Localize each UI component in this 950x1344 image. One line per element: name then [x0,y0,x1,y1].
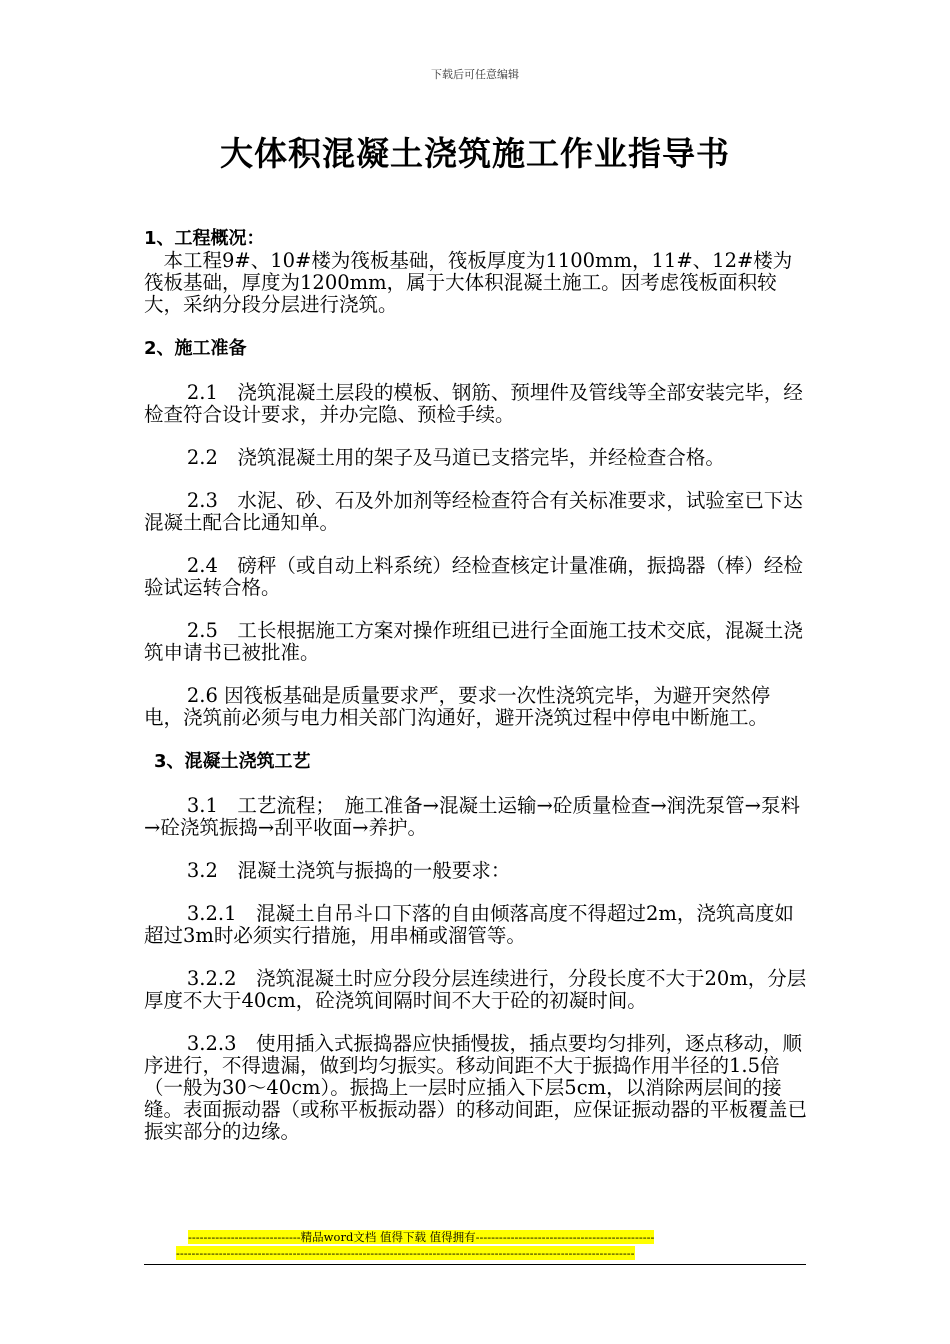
section-3-item: 3.2.2 浇筑混凝土时应分段分层连续进行，分段长度不大于20m，分层厚度不大于40cm，砼浇筑间隔时间不大于砼的初凝时间。 [144,967,807,1012]
section-3-item: 3.2 混凝土浇筑与振捣的一般要求： [186,859,511,882]
section-3-item: 3.2.1 混凝土自吊斗口下落的自由倾落高度不得超过2m，浇筑高度如超过3m时必须实行措施，用串桶或溜管等。 [144,902,794,947]
footer-line-1: -----------------------------精品word文档 值得下载 值得拥有---------------------------------------------- [188,1230,655,1244]
section-3-heading: 3、混凝土浇筑工艺 [154,751,311,772]
section-1-heading: 1、工程概况： [144,228,265,249]
header-note: 下载后可任意编辑 [431,68,519,81]
section-2-item: 2.6 因筏板基础是质量要求严，要求一次性浇筑完毕，为避开突然停电，浇筑前必须与电力相关部门沟通好，避开浇筑过程中停电中断施工。 [144,684,771,729]
footer-line-2: ---------------------------------------------------------------------------------------------------------------------- [176,1246,635,1260]
section-2-item: 2.5 工长根据施工方案对操作班组已进行全面施工技术交底，混凝土浇筑申请书已被批准。 [144,619,803,664]
section-2-item: 2.2 浇筑混凝土用的架子及马道已支搭完毕，并经检查合格。 [186,446,725,469]
section-3-item: 3.2.3 使用插入式振捣器应快插慢拔，插点要均匀排列，逐点移动，顺序进行，不得遗漏，做到均匀振实。移动间距不大于振捣作用半径的1.5倍（一般为30～40cm）。振捣上一层时应插入下层5cm，以消除两层间的接缝。表面振动器（或称平板振动器）的移动间距，应保证振动器的平板覆盖已振实部分的边缘。 [144,1032,808,1143]
footer-divider [144,1264,806,1265]
document-body [144,228,808,1143]
section-3-item: 3.1 工艺流程； 施工准备→混凝土运输→砼质量检查→润洗泵管→泵料→砼浇筑振捣→刮平收面→养护。 [144,794,801,839]
footer [144,1230,808,1260]
section-1-body: 本工程9#、10#楼为筏板基础，筏板厚度为1100mm，11#、12#楼为筏板基础，厚度为1200mm，属于大体积混凝土施工。因考虑筏板面积较大，采纳分段分层进行浇筑。 [144,249,793,316]
section-2-item: 2.3 水泥、砂、石及外加剂等经检查符合有关标准要求，试验室已下达混凝土配合比通知单。 [144,489,803,534]
document-title: 大体积混凝土浇筑施工作业指导书 [220,134,730,173]
section-2-heading: 2、施工准备 [144,338,247,359]
section-2-item: 2.1 浇筑混凝土层段的模板、钢筋、预埋件及管线等全部安装完毕，经检查符合设计要求，并办完隐、预检手续。 [144,381,803,426]
section-2-item: 2.4 磅秤（或自动上料系统）经检查核定计量准确，振捣器（棒）经检验试运转合格。 [144,554,803,599]
